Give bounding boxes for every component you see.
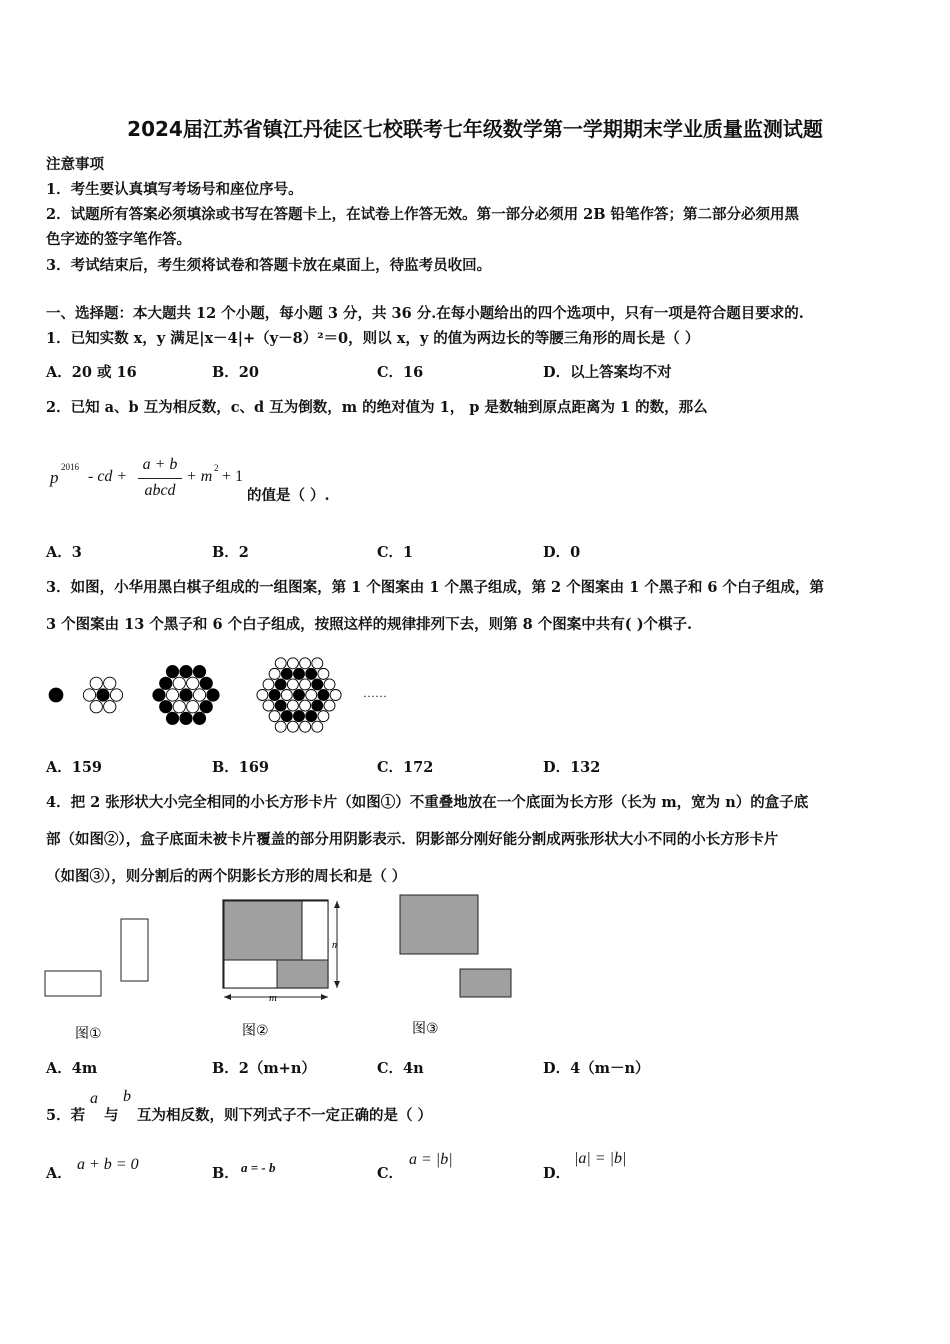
white-stone xyxy=(287,700,298,711)
black-stone xyxy=(312,679,323,690)
black-stone xyxy=(153,689,165,701)
q5-option-b-expr: a = - b xyxy=(241,1160,276,1175)
q3-option-d: D．132 xyxy=(543,759,601,776)
q1-option-b: B．20 xyxy=(212,364,259,381)
fraction-numerator: a + b xyxy=(142,456,178,473)
white-stone xyxy=(263,679,274,690)
q4-option-c: C．4n xyxy=(377,1060,424,1077)
q5-option-d-expr: |a| = |b| xyxy=(574,1150,627,1167)
card-figures xyxy=(40,893,520,1045)
fig2-arrow-down xyxy=(334,981,340,988)
black-stone xyxy=(200,701,212,713)
q5-option-b-label: B． xyxy=(212,1165,239,1182)
question-4-stem-3: （如图③），则分割后的两个阴影长方形的周长和是（ ） xyxy=(46,868,407,885)
q1-option-d: D．以上答案均不对 xyxy=(543,364,672,381)
white-stone xyxy=(269,711,280,722)
white-stone xyxy=(324,679,335,690)
q3-option-b: B．169 xyxy=(212,759,270,776)
q2-option-c: C．1 xyxy=(377,544,414,561)
expr-tail: + 1 xyxy=(222,468,244,485)
white-stone xyxy=(263,700,274,711)
go-stone-patterns xyxy=(40,645,400,745)
q5-var-a: a xyxy=(90,1090,98,1107)
question-5-prefix: 5．若 xyxy=(46,1107,86,1124)
fig2-arrow-up xyxy=(334,901,340,908)
pattern-4 xyxy=(257,658,341,732)
page-title: 2024届江苏省镇江丹徒区七校联考七年级数学第一学期期末学业质量监测试题 xyxy=(127,117,823,141)
white-stone xyxy=(318,711,329,722)
expr-exponent: 2016 xyxy=(61,462,79,472)
white-stone xyxy=(187,677,199,689)
pattern-ellipsis: …… xyxy=(363,686,387,700)
white-stone xyxy=(193,689,205,701)
black-stone xyxy=(166,665,178,677)
white-stone xyxy=(318,668,329,679)
black-stone xyxy=(207,689,219,701)
white-stone xyxy=(300,679,311,690)
white-stone xyxy=(287,679,298,690)
white-stone xyxy=(104,701,116,713)
q5-option-a-expr: a + b = 0 xyxy=(77,1156,139,1173)
fraction-denominator: abcd xyxy=(144,482,176,499)
fig1-caption: 图① xyxy=(75,1026,102,1042)
question-4-stem-1: 4．把 2 张形状大小完全相同的小长方形卡片（如图①）不重叠地放在一个底面为长方形（长为 m，宽为 n）的盒子底 xyxy=(46,794,809,811)
fig2-arrow-left xyxy=(224,994,231,1000)
fig2-card-vertical xyxy=(302,901,328,960)
black-stone xyxy=(200,677,212,689)
white-stone xyxy=(287,658,298,669)
q5-var-b: b xyxy=(123,1088,131,1105)
fig3-caption: 图③ xyxy=(412,1021,439,1037)
black-stone xyxy=(180,712,192,724)
white-stone xyxy=(110,689,122,701)
fig1-card-horizontal xyxy=(45,971,101,996)
black-stone xyxy=(166,712,178,724)
black-stone xyxy=(275,700,286,711)
q1-option-a: A．20 或 16 xyxy=(46,364,137,381)
pattern-2 xyxy=(83,677,122,713)
question-5-stem: 互为相反数，则下列式子不一定正确的是（ ） xyxy=(137,1107,433,1124)
black-stone xyxy=(312,700,323,711)
white-stone xyxy=(275,721,286,732)
fig3-shaded-small xyxy=(460,969,511,997)
q5-option-d-label: D． xyxy=(543,1165,571,1182)
pattern-1 xyxy=(49,688,63,702)
q2-option-d: D．0 xyxy=(543,544,581,561)
white-stone xyxy=(300,700,311,711)
fig2-label-m: m xyxy=(269,992,277,1004)
expr-cd: - cd + xyxy=(88,468,128,485)
question-5-mid: 与 xyxy=(104,1107,119,1124)
notice-item-2-cont: 色字迹的签字笔作答。 xyxy=(46,231,191,248)
black-stone xyxy=(294,668,305,679)
black-stone xyxy=(160,677,172,689)
q3-option-a: A．159 xyxy=(46,759,103,776)
fig2-label-n: n xyxy=(332,940,337,951)
black-stone xyxy=(193,665,205,677)
q2-expression xyxy=(48,458,248,508)
notice-item-3: 3．考试结束后，考生须将试卷和答题卡放在桌面上，待监考员收回。 xyxy=(46,257,492,274)
white-stone xyxy=(257,690,268,701)
white-stone xyxy=(300,658,311,669)
white-stone xyxy=(90,701,102,713)
expr-m: + m xyxy=(186,468,213,485)
white-stone xyxy=(187,701,199,713)
fig2-caption: 图② xyxy=(242,1023,269,1039)
notice-heading: 注意事项 xyxy=(46,156,104,173)
q5-option-a-label: A． xyxy=(46,1165,72,1182)
section-heading: 一、选择题：本大题共 12 个小题，每小题 3 分，共 36 分.在每小题给出的四个选项中，只有一项是符合题目要求的. xyxy=(46,305,804,322)
black-stone xyxy=(294,711,305,722)
white-stone xyxy=(173,701,185,713)
black-stone xyxy=(193,712,205,724)
question-2-stem: 2．已知 a、b 互为相反数，c、d 互为倒数，m 的绝对值为 1， p 是数轴到原点距离为 1 的数，那么 xyxy=(46,399,708,416)
white-stone xyxy=(312,658,323,669)
q1-option-c: C．16 xyxy=(377,364,424,381)
q4-option-b: B．2（m+n） xyxy=(212,1060,316,1077)
black-stone xyxy=(180,689,192,701)
black-stone xyxy=(281,668,292,679)
black-stone xyxy=(97,689,109,701)
white-stone xyxy=(269,668,280,679)
q2-option-a: A．3 xyxy=(46,544,82,561)
q5-option-c-label: C． xyxy=(377,1165,404,1182)
white-stone xyxy=(281,690,292,701)
white-stone xyxy=(104,677,116,689)
fig2-shaded-bottom xyxy=(277,960,328,988)
fig1-card-vertical xyxy=(121,919,148,981)
white-stone xyxy=(312,721,323,732)
notice-item-2: 2．试题所有答案必须填涂或书写在答题卡上，在试卷上作答无效。第一部分必须用 2B 铅笔作答；第二部分必须用黑 xyxy=(46,206,800,223)
fig2-arrow-right xyxy=(321,994,328,1000)
black-stone xyxy=(281,711,292,722)
black-stone xyxy=(275,679,286,690)
white-stone xyxy=(287,721,298,732)
question-3-stem-1: 3．如图，小华用黑白棋子组成的一组图案，第 1 个图案由 1 个黑子组成，第 2 个图案由 1 个黑子和 6 个白子组成，第 xyxy=(46,579,825,596)
pattern-3 xyxy=(153,665,219,724)
expr-m-exponent: 2 xyxy=(214,463,219,473)
fig3-shaded-large xyxy=(400,895,478,954)
black-stone xyxy=(49,688,63,702)
question-1-stem: 1．已知实数 x，y 满足|x－4|+（y－8）²＝0，则以 x，y 的值为两边长的等腰三角形的周长是（ ） xyxy=(46,330,700,347)
notice-item-1: 1．考生要认真填写考场号和座位序号。 xyxy=(46,181,303,198)
q3-option-c: C．172 xyxy=(377,759,434,776)
white-stone xyxy=(324,700,335,711)
white-stone xyxy=(330,690,341,701)
fraction-bar xyxy=(138,478,182,479)
fig2-shaded-top xyxy=(224,901,302,960)
black-stone xyxy=(294,690,305,701)
black-stone xyxy=(160,701,172,713)
black-stone xyxy=(306,711,317,722)
black-stone xyxy=(269,690,280,701)
white-stone xyxy=(173,677,185,689)
q5-option-c-expr: a = |b| xyxy=(409,1151,453,1168)
q4-option-a: A．4m xyxy=(46,1060,98,1077)
q4-option-d: D．4（m－n） xyxy=(543,1060,650,1077)
white-stone xyxy=(83,689,95,701)
white-stone xyxy=(275,658,286,669)
question-3-stem-2: 3 个图案由 13 个黑子和 6 个白子组成，按照这样的规律排列下去，则第 8 个图案中共有( )个棋子. xyxy=(46,616,693,633)
q2-option-b: B．2 xyxy=(212,544,249,561)
white-stone xyxy=(306,690,317,701)
q2-suffix: 的值是（ ）. xyxy=(247,487,330,504)
black-stone xyxy=(306,668,317,679)
fig2-card-horizontal xyxy=(224,960,277,988)
black-stone xyxy=(318,690,329,701)
question-4-stem-2: 部（如图②），盒子底面未被卡片覆盖的部分用阴影表示．阴影部分刚好能分割成两张形状大小不同的小长方形卡片 xyxy=(46,831,779,848)
white-stone xyxy=(300,721,311,732)
expr-p: p xyxy=(50,468,59,487)
white-stone xyxy=(90,677,102,689)
white-stone xyxy=(166,689,178,701)
black-stone xyxy=(180,665,192,677)
